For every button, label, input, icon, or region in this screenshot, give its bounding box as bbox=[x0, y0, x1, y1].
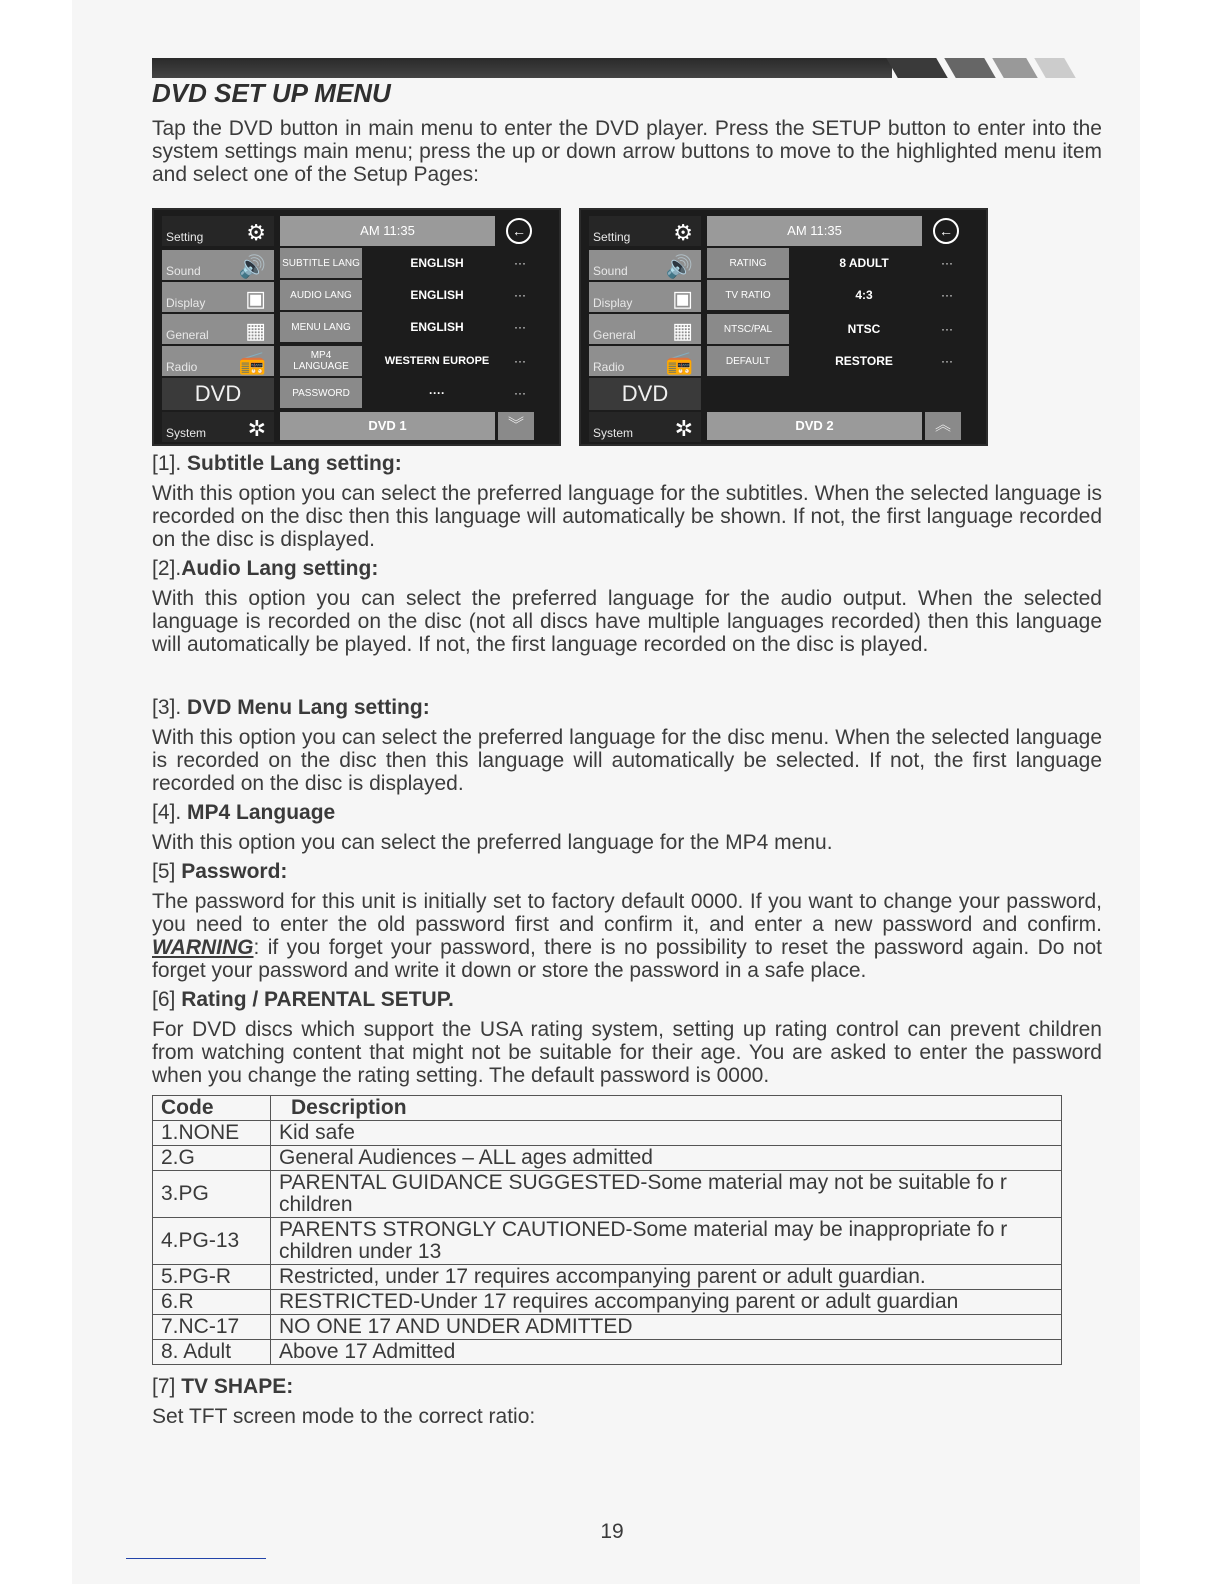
menu-row-value: WESTERN EUROPE bbox=[384, 355, 490, 367]
table-cell-description: PARENTAL GUIDANCE SUGGESTED-Some material may not be suitable fo r children bbox=[271, 1171, 1062, 1218]
section-heading: [5] Password: bbox=[152, 860, 288, 883]
menu-row-label[interactable]: PASSWORD bbox=[280, 378, 362, 408]
sidebar-item-radio[interactable]: Radio 📻 bbox=[589, 346, 701, 376]
section-body: With this option you can select the preferred language for the disc menu. When the selected language is recorded on the disc then this language will automatically be selected. If not, the first language recorded on the disc is displayed. bbox=[152, 726, 1102, 795]
section-heading: [7] TV SHAPE: bbox=[152, 1375, 294, 1398]
table-cell-description: Restricted, under 17 requires accompanying parent or adult guardian. bbox=[271, 1265, 1062, 1290]
menu-row-label[interactable]: TV RATIO bbox=[707, 280, 789, 310]
table-cell-code: 5.PG-R bbox=[153, 1265, 271, 1290]
table-cell-code: 8. Adult bbox=[153, 1340, 271, 1365]
section-body: For DVD discs which support the USA rating system, setting up rating control can prevent children from watching content that might not be suitable for their age. You are asked to enter the password when you change the rating setting. The default password is 0000. bbox=[152, 1018, 1102, 1087]
table-cell-description: General Audiences – ALL ages admitted bbox=[271, 1146, 1062, 1171]
sidebar-item-display[interactable]: Display ▣ bbox=[589, 282, 701, 312]
table-row bbox=[153, 1265, 1062, 1290]
footnote-rule bbox=[126, 1558, 266, 1559]
sidebar-item-setting[interactable]: Setting ⚙ bbox=[589, 216, 701, 246]
spacer bbox=[152, 656, 1102, 690]
chevron-up-icon[interactable]: ︽ bbox=[925, 412, 961, 440]
radio-icon: 📻 bbox=[238, 350, 266, 375]
menu-row-value: 4:3 bbox=[855, 288, 873, 302]
menu-row-value: ENGLISH bbox=[410, 320, 464, 334]
table-cell-description: PARENTS STRONGLY CAUTIONED-Some material may be inappropriate fo r children under 13 bbox=[271, 1218, 1062, 1265]
menu-row-more[interactable]: ··· bbox=[514, 320, 526, 334]
section-heading: [2].Audio Lang setting: bbox=[152, 557, 379, 580]
back-arrow-icon[interactable]: ← bbox=[506, 218, 532, 244]
sidebar-item-sound[interactable]: Sound 🔊 bbox=[589, 250, 701, 280]
system-gear-icon: ✲ bbox=[247, 416, 266, 441]
menu-row-more[interactable]: ··· bbox=[514, 354, 526, 368]
table-cell-code: 6.R bbox=[153, 1290, 271, 1315]
section-body: Set TFT screen mode to the correct ratio: bbox=[152, 1405, 536, 1428]
clock-display: AM 11:35 bbox=[280, 216, 495, 246]
table-cell-description: NO ONE 17 AND UNDER ADMITTED bbox=[271, 1315, 1062, 1340]
section-heading: [1]. Subtitle Lang setting: bbox=[152, 452, 402, 475]
dvd-setup-screen-2 bbox=[579, 208, 988, 446]
table-cell-code: 3.PG bbox=[153, 1171, 271, 1218]
table-header: Description bbox=[271, 1096, 1062, 1121]
header-bar bbox=[152, 58, 892, 78]
sidebar-item-system[interactable]: System ✲ bbox=[589, 412, 701, 442]
menu-row-label[interactable]: NTSC/PAL bbox=[707, 314, 789, 344]
menu-row-more[interactable]: ··· bbox=[514, 288, 526, 302]
menu-row-value: ···· bbox=[429, 386, 445, 400]
document-content bbox=[152, 78, 1102, 1428]
sidebar-item-radio[interactable]: Radio 📻 bbox=[162, 346, 274, 376]
section-heading: [3]. DVD Menu Lang setting: bbox=[152, 696, 430, 719]
menu-row-label[interactable]: MP4 LANGUAGE bbox=[280, 346, 362, 376]
sidebar-item-dvd[interactable]: DVD bbox=[589, 378, 701, 410]
menu-row-more[interactable]: ··· bbox=[514, 386, 526, 400]
table-row bbox=[153, 1121, 1062, 1146]
table-cell-code: 4.PG-13 bbox=[153, 1218, 271, 1265]
table-cell-description: Kid safe bbox=[271, 1121, 1062, 1146]
display-icon: ▣ bbox=[672, 286, 693, 311]
menu-row-label[interactable]: RATING bbox=[707, 248, 789, 278]
page-footer-label: DVD 1 bbox=[280, 412, 495, 440]
table-row bbox=[153, 1290, 1062, 1315]
menu-row-more[interactable]: ··· bbox=[941, 256, 953, 270]
menu-row-more[interactable]: ··· bbox=[941, 354, 953, 368]
clock-display: AM 11:35 bbox=[707, 216, 922, 246]
section-heading: [6] Rating / PARENTAL SETUP. bbox=[152, 988, 454, 1011]
menu-row-label[interactable]: MENU LANG bbox=[280, 312, 362, 342]
section-body: With this option you can select the preferred language for the audio output. When the selected language is recorded on the disc (not all discs have multiple languages recorded) then this language will automatically be played. If not, the first language recorded on the disc is played. bbox=[152, 587, 1102, 656]
table-header-row bbox=[153, 1096, 1062, 1121]
menu-row-value: NTSC bbox=[847, 322, 881, 336]
speaker-icon: 🔊 bbox=[238, 254, 266, 279]
section-heading: [4]. MP4 Language bbox=[152, 801, 336, 824]
screenshot-pair bbox=[152, 208, 1102, 446]
section-body: With this option you can select the preferred language for the subtitles. When the selected language is recorded on the disc then this language will automatically be shown. If not, the first language recorded on the disc is displayed. bbox=[152, 482, 1102, 551]
radio-icon: 📻 bbox=[665, 350, 693, 375]
sidebar-item-system[interactable]: System ✲ bbox=[162, 412, 274, 442]
display-icon: ▣ bbox=[245, 286, 266, 311]
intro-paragraph: Tap the DVD button in main menu to enter the DVD player. Press the SETUP button to enter into the system settings main menu; press the up or down arrow buttons to move to the highlighted menu item and select one of the Setup Pages: bbox=[152, 117, 1102, 186]
rating-table bbox=[152, 1095, 1062, 1365]
menu-row-more[interactable]: ··· bbox=[941, 288, 953, 302]
general-icon: ▦ bbox=[672, 318, 693, 343]
sidebar-item-general[interactable]: General ▦ bbox=[162, 314, 274, 344]
table-row bbox=[153, 1218, 1062, 1265]
section-body: With this option you can select the preferred language for the MP4 menu. bbox=[152, 831, 833, 854]
menu-row-value: ENGLISH bbox=[410, 256, 464, 270]
menu-row-value: RESTORE bbox=[835, 354, 893, 368]
sidebar-item-display[interactable]: Display ▣ bbox=[162, 282, 274, 312]
page-number: 19 bbox=[600, 1520, 624, 1543]
menu-row-more[interactable]: ··· bbox=[941, 322, 953, 336]
table-row bbox=[153, 1340, 1062, 1365]
table-header: Code bbox=[153, 1096, 271, 1121]
menu-row-more[interactable]: ··· bbox=[514, 256, 526, 270]
general-icon: ▦ bbox=[245, 318, 266, 343]
warning-label: WARNING bbox=[152, 936, 254, 959]
page-title: DVD SET UP MENU bbox=[152, 78, 391, 108]
back-arrow-icon[interactable]: ← bbox=[933, 218, 959, 244]
speaker-icon: 🔊 bbox=[665, 254, 693, 279]
page-footer-label: DVD 2 bbox=[707, 412, 922, 440]
system-gear-icon: ✲ bbox=[674, 416, 693, 441]
menu-row-value: 8 ADULT bbox=[839, 256, 889, 270]
header-bar-stripe bbox=[886, 58, 948, 78]
menu-row-label[interactable]: SUBTITLE LANG bbox=[280, 248, 362, 278]
table-row bbox=[153, 1171, 1062, 1218]
sidebar-item-dvd[interactable]: DVD bbox=[162, 378, 274, 410]
section-body: The password for this unit is initially set to factory default 0000. If you want to change your password, you need to enter the old password first and confirm it, and enter a new password and confirm. WARNING: if you forget your password, there is no possibility to reset the password again. Do not forget your password and write it down or store the password in a safe place. bbox=[152, 890, 1102, 982]
table-cell-code: 1.NONE bbox=[153, 1121, 271, 1146]
dvd-setup-screen-1 bbox=[152, 208, 561, 446]
sidebar-item-sound[interactable]: Sound 🔊 bbox=[162, 250, 274, 280]
sidebar-item-general[interactable]: General ▦ bbox=[589, 314, 701, 344]
chevron-down-icon[interactable]: ︾ bbox=[498, 412, 534, 440]
menu-row-label[interactable]: DEFAULT bbox=[707, 346, 789, 376]
table-row bbox=[153, 1315, 1062, 1340]
menu-row-value: ENGLISH bbox=[410, 288, 464, 302]
menu-row-label[interactable]: AUDIO LANG bbox=[280, 280, 362, 310]
gear-icon: ⚙ bbox=[246, 220, 266, 245]
table-cell-description: Above 17 Admitted bbox=[271, 1340, 1062, 1365]
table-cell-code: 2.G bbox=[153, 1146, 271, 1171]
table-row bbox=[153, 1146, 1062, 1171]
gear-icon: ⚙ bbox=[673, 220, 693, 245]
table-cell-code: 7.NC-17 bbox=[153, 1315, 271, 1340]
sidebar-item-setting[interactable]: Setting ⚙ bbox=[162, 216, 274, 246]
table-cell-description: RESTRICTED-Under 17 requires accompanying parent or adult guardian bbox=[271, 1290, 1062, 1315]
